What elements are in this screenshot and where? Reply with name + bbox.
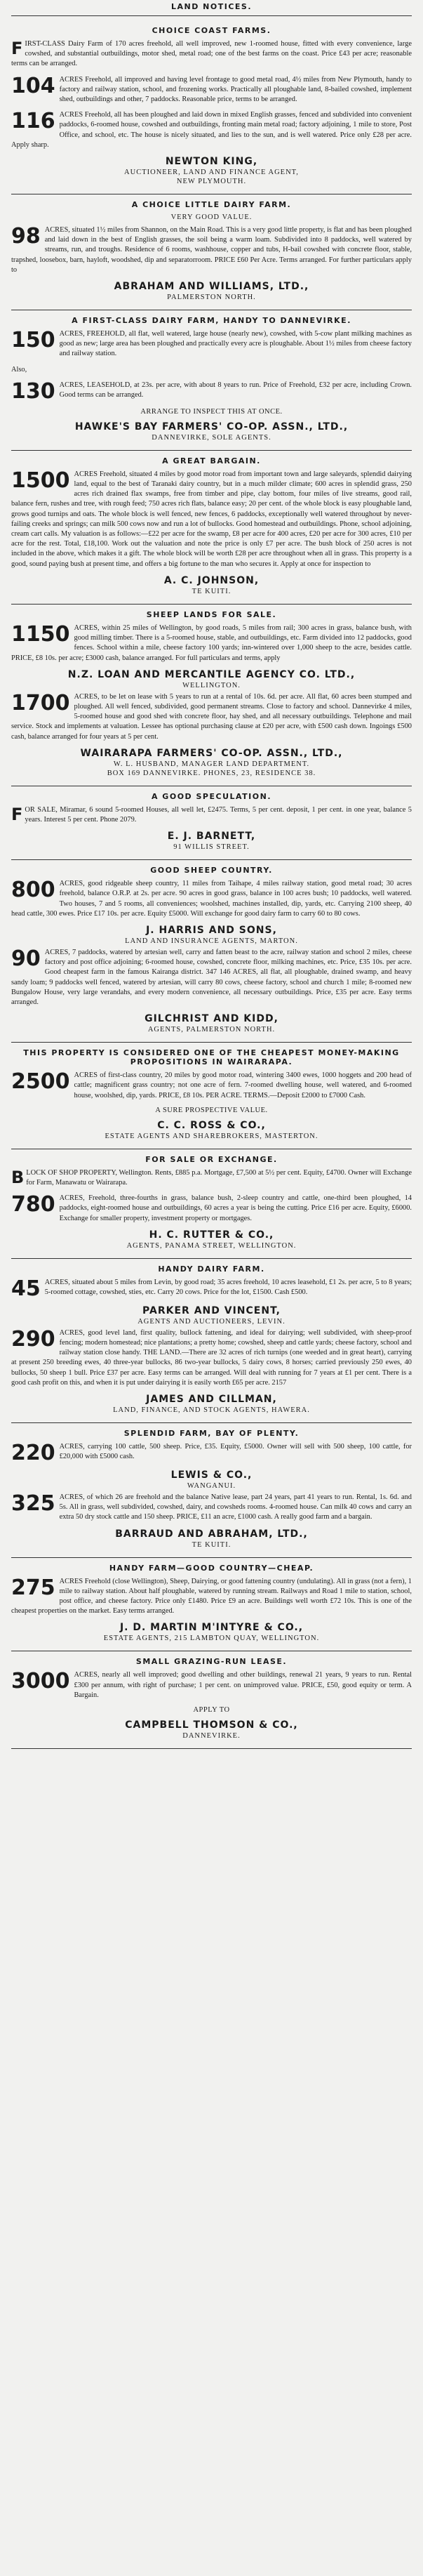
acreage-figure: 98 bbox=[11, 224, 41, 249]
advert-entry bbox=[11, 1670, 412, 1700]
entry-body: ACRES, good level land, first quality, bullock fattening, and ideal for dairying; well subdivided, with sheep-proof fencing; modern homestead; nice plantations; a pretty home; cowshed, sheep and cattle yards; cheese factory, school and railway station close handy. THE LAND.—There are 32 acres of rich turnips (one weeded and in great heart), carrying at present 250 breeding ewes, 40 three-year bullocks, 86 two-year bullocks, 5 dairy cows, 8 horses; carried previously 250 ewes, 40 bullocks, 50 sheep 1 bull. Price £37 per acre. Easy terms can be arranged. Will deal with running for 7 years at £1 per cent. There is a good cash profit on this, and when it is put under dairying it is easily worth £65 per acre. 2157 bbox=[11, 1328, 412, 1387]
agent-details: TE KUITI. bbox=[192, 1540, 231, 1549]
entry-text bbox=[11, 805, 412, 825]
agent-name: C. C. ROSS & CO., bbox=[157, 1119, 266, 1131]
acreage-figure: 275 bbox=[11, 1575, 55, 1600]
advert-entry bbox=[11, 1278, 412, 1300]
advert-subheading: VERY GOOD VALUE. bbox=[170, 213, 253, 222]
agent-details: W. L. HUSBAND, MANAGER LAND DEPARTMENT. bbox=[113, 760, 310, 768]
entry-body: ACRES, FREEHOLD, all flat, well watered, large house (nearly new), cowshed, with 5-cow plant milking machines as good as new; large area has been ploughed and practically every acre is ploughable. About 1½ miles from cheese factory and railway station. bbox=[59, 330, 412, 358]
advert-entry bbox=[11, 692, 412, 742]
agent-name: HAWKE'S BAY FARMERS' CO-OP. ASSN., LTD., bbox=[74, 421, 349, 432]
entry-body: OR SALE, Miramar, 6 sound 5-roomed Houses, all well let, £2475. Terms, 5 per cent. deposit, 1 per cent. in one year, balance 5 years. Interest 5 per cent. Phone 2079. bbox=[25, 805, 412, 824]
advert-entry bbox=[11, 365, 412, 375]
agent-name: PARKER AND VINCENT, bbox=[142, 1304, 281, 1316]
advert-entry bbox=[11, 1168, 412, 1188]
agent-name: WAIRARAPA FARMERS' CO-OP. ASSN., LTD., bbox=[80, 747, 343, 759]
advert-heading: CHOICE COAST FARMS. bbox=[152, 26, 271, 35]
acreage-figure: 290 bbox=[11, 1326, 55, 1352]
entry-body: IRST-CLASS Dairy Farm of 170 acres freehold, all well improved, new 1-roomed house, fitted with every convenience, large cowshed, and substantial outbuildings, motor shed, metal road; one of the best farms on the coast. Price £43 per acre; reasonable terms can be arranged. bbox=[11, 40, 412, 68]
entry-text bbox=[11, 39, 412, 70]
advert bbox=[11, 451, 412, 605]
entry-body: ACRES, of which 26 are freehold and the balance Native lease, part 24 years, part 41 years to run. Rental, 1s. 6d. and 5s. All in grass, well subdivided, cowshed, dairy, and cowsheds rooms. 4-roomed house. Can milk 40 cows and carry an extra 50 dry stock cattle and 150 sheep. PRICE, £11 an acre, £1000 cash. A really good farm and a bargain. bbox=[59, 1493, 412, 1521]
advert-entry bbox=[11, 1071, 412, 1101]
entry-text bbox=[11, 365, 412, 375]
acreage-figure: 1700 bbox=[11, 690, 70, 715]
advert-entry bbox=[11, 1442, 412, 1464]
advert-heading: A GOOD SPECULATION. bbox=[151, 791, 272, 801]
agent-details: BOX 169 DANNEVIRKE. PHONES, 23, RESIDENCE 38. bbox=[107, 769, 316, 777]
agent-details: AUCTIONEER, LAND AND FINANCE AGENT, bbox=[124, 169, 299, 177]
agent-details: 91 WILLIS STREET. bbox=[173, 843, 250, 852]
advert-entry bbox=[11, 805, 412, 825]
advert-heading: A CHOICE LITTLE DAIRY FARM. bbox=[131, 200, 292, 210]
advert bbox=[11, 310, 412, 451]
entry-text bbox=[11, 1071, 412, 1101]
advert-entry bbox=[11, 110, 412, 150]
advert-heading: THIS PROPERTY IS CONSIDERED ONE OF THE CHEAPEST MONEY-MAKING PROPOSITIONS IN WAIRARAPA. bbox=[23, 1048, 400, 1067]
acreage-figure: 325 bbox=[11, 1491, 55, 1516]
agent-name: H. C. RUTTER & CO., bbox=[149, 1229, 274, 1241]
entry-text bbox=[11, 1328, 412, 1388]
agent-details: AGENTS AND AUCTIONEERS, LEVIN. bbox=[137, 1317, 286, 1326]
advert bbox=[11, 786, 412, 860]
entry-text bbox=[11, 1276, 412, 1301]
entry-body: ACRES, situated about 5 miles from Levin, by good road; 35 acres freehold, 10 acres leasehold, £1 2s. per acre, 5 to 8 years; 5-roomed cottage, cowshed, sties, etc. Carry 20 cows. Price for the lot, £1500. Cash £500. bbox=[44, 1278, 412, 1296]
entry-body: ACRES, good ridgeable sheep country, 11 miles from Taihape, 4 miles railway station, good metal road; 30 acres freehold, balance O.R.P. at 2s. per acre. 90 acres in good grass, balance in 100 acres bush; 10 paddocks, well watered. Two houses, 7 and 5 rooms, all conveniences; woolshed, machines installed, dip, yards, etc. Carrying 2100 sheep, 40 head cattle, 300 ewes. Price £17 10s. per acre. Equity £5000. Will exchange for good dairy farm to carry 60 to 80 cows. bbox=[11, 880, 412, 918]
advert-entry bbox=[11, 470, 412, 569]
acreage-figure: 104 bbox=[11, 73, 55, 98]
entry-text bbox=[11, 225, 412, 275]
advert-note: ARRANGE TO INSPECT THIS AT ONCE. bbox=[140, 407, 283, 416]
acreage-figure: 116 bbox=[11, 109, 55, 134]
entry-text bbox=[11, 1670, 412, 1700]
entry-text bbox=[11, 1194, 412, 1224]
advert-entry bbox=[11, 75, 412, 105]
agent-name: E. J. BARNETT, bbox=[167, 831, 256, 843]
acreage-figure: 2500 bbox=[11, 1069, 70, 1095]
entry-text bbox=[11, 1168, 412, 1188]
agent-details: PALMERSTON NORTH. bbox=[167, 293, 256, 302]
agent-name: J. HARRIS AND SONS, bbox=[146, 924, 277, 936]
advert bbox=[11, 194, 412, 310]
agent-details: LAND AND INSURANCE AGENTS, MARTON. bbox=[125, 937, 298, 945]
advert bbox=[11, 1423, 412, 1558]
advert bbox=[11, 605, 412, 786]
entry-text bbox=[11, 75, 412, 105]
advert bbox=[11, 1259, 412, 1423]
acreage-figure: 3000 bbox=[11, 1669, 70, 1694]
agent-details: DANNEVIRKE, SOLE AGENTS. bbox=[152, 433, 271, 442]
agent-name: GILCHRIST AND KIDD, bbox=[145, 1013, 278, 1025]
agent-name: CAMPBELL THOMSON & CO., bbox=[125, 1719, 298, 1731]
entry-text bbox=[11, 329, 412, 359]
entry-text bbox=[11, 1577, 412, 1617]
entry-body: ACRES Freehold, all has been ploughed and laid down in mixed English grasses, fenced and subdivided into convenient paddocks, 6-roomed house, cowshed and outbuildings, fronting main metal road; factory adjoining, 1 mile to store, Post Office, and school, etc. The house is nicely situated, and lies to the sun, and is well watered. Price only £28 per acre. Apply sharp. bbox=[11, 111, 412, 149]
entry-body: ACRES, LEASEHOLD, at 23s. per acre, with about 8 years to run. Price of Freehold, £32 per acre, including Crown. Good terms can be arranged. bbox=[59, 381, 412, 399]
agent-details: NEW PLYMOUTH. bbox=[176, 178, 247, 186]
advert-heading: FOR SALE OR EXCHANGE. bbox=[145, 1154, 278, 1164]
drop-cap: B bbox=[11, 1167, 25, 1187]
entry-body: ACRES, situated 1½ miles from Shannon, on the Main Road. This is a very good little property, is flat and has been ploughed and laid down in the best of English grasses, the soil being a warm loam. Subdivided into 8 paddocks, well watered by streams, run, and troughs. Residence of 6 rooms, washhouse, copper and tubs, H-bail cowshed with concrete floor, stable, trapshed, loosebox, barn, hayloft, woodshed, dip and separatorroom. PRICE £60 Per Acre. Terms arranged. For further particulars apply to bbox=[11, 226, 412, 274]
land-notices-column bbox=[11, 0, 412, 1749]
acreage-figure: 1500 bbox=[11, 468, 70, 493]
advert-heading: SHEEP LANDS FOR SALE. bbox=[146, 609, 277, 619]
agent-name: N.Z. LOAN AND MERCANTILE AGENCY CO. LTD., bbox=[67, 668, 356, 680]
advert-heading: HANDY FARM—GOOD COUNTRY—CHEAP. bbox=[109, 1563, 314, 1573]
advert-heading: A GREAT BARGAIN. bbox=[162, 456, 261, 465]
advert-entry bbox=[11, 879, 412, 919]
advert-entry bbox=[11, 329, 412, 359]
agent-name: A. C. JOHNSON, bbox=[163, 574, 260, 586]
advert-heading: SMALL GRAZING-RUN LEASE. bbox=[135, 1657, 288, 1667]
entry-text bbox=[11, 470, 412, 569]
entry-body: ACRES of first-class country, 20 miles by good motor road, wintering 3400 ewes, 1000 hoggets and 200 head of cattle; magnificent grass country; not one acre of fern. 7-roomed dwelling house, well watered, and 6-roomed house, woolshed, dip, yards. PRICE, £8 10s. PER ACRE. TERMS.—Deposit £2000 to £7000 Cash. bbox=[74, 1071, 412, 1099]
top-rule bbox=[11, 15, 412, 16]
acreage-figure: 1150 bbox=[11, 621, 70, 647]
entry-body: ACRES, 7 paddocks, watered by artesian well, carry and fatten beast to the acre, railway station and school 2 miles, cheese factory and post office adjoining; 6-roomed house, cowshed, concrete floor, milking machines, etc. Price, £35 10s. per acre. Good cheapest farm in the famous Kairanga district. 347 146 ACRES, all flat, all ploughable, drained swamp, and heavy sandy loam; 9 paddocks well fenced, watered by artesian, will carry 80 cows, cheese factory, school and church 1 mile; 8-roomed new Bungalow House, very large verandahs, and every modern convenience, all necessary outbuildings. Price, £35 per acre. Easy terms arranged. bbox=[11, 948, 412, 1006]
entry-text bbox=[11, 623, 412, 663]
advert-heading: HANDY DAIRY FARM. bbox=[158, 1264, 265, 1274]
advert-heading: SPLENDID FARM, BAY OF PLENTY. bbox=[123, 1429, 300, 1438]
entry-body: ACRES Freehold (close Wellington), Sheep, Dairying, or good fattening country (undulating). All in grass (not a fern), 1 mile to railway station. About half ploughable, watered by running stream. Railways and Road 1 mile to station, school, post office, and cheese factory. Price only £1480. Price £9 an acre. Buildings well worth £72 10s. This is one of the cheapest properties on the market. Easy terms arranged. bbox=[11, 1577, 412, 1616]
advert bbox=[11, 1149, 412, 1259]
advert bbox=[11, 1651, 412, 1749]
entry-body: ACRES Freehold, all improved and having level frontage to good metal road, 4½ miles from New Plymouth, handy to factory and railway station, school, and frozening works. Practically all ploughable land, 8-bailed cowshed, implement shed, outbuildings and other, 7 paddocks. Reasonable price, terms to be arranged. bbox=[59, 75, 412, 104]
advert-note: A SURE PROSPECTIVE VALUE. bbox=[155, 1106, 268, 1114]
acreage-figure: 130 bbox=[11, 378, 55, 404]
entry-body: ACRES, to be let on lease with 5 years to run at a rental of 10s. 6d. per acre. All flat, 60 acres been stumped and ploughed. All well fenced, subdivided, good permanent streams. Close to factory and school. Dannevirke 4 miles, 5-roomed house and good shed with concrete floor, hay shed, and all necessary outbuildings. Telephone and mail service. Stock and implements at valuation. Lessee has optional purchasing clause at £20 per acre, with £500 cash down. Ingoings £500 cash, balance arranged for four years at 5 per cent. bbox=[11, 692, 412, 741]
advert bbox=[11, 860, 412, 1043]
entry-body: ACRES, nearly all well improved; good dwelling and other buildings, renewal 21 years, 9 years to run. Rental £300 per annum, with right of purchase; 1 per cent. on unimproved value. PRICE, £50, good equity or term. A Bargain. bbox=[74, 1671, 412, 1699]
acreage-figure: 800 bbox=[11, 878, 55, 903]
advert bbox=[11, 1558, 412, 1652]
agent-name: BARRAUD AND ABRAHAM, LTD., bbox=[115, 1528, 308, 1540]
agent-details: AGENTS, PALMERSTON NORTH. bbox=[147, 1026, 276, 1034]
section-title: LAND NOTICES. bbox=[170, 2, 253, 11]
advert-entry bbox=[11, 1577, 412, 1617]
advert-entry bbox=[11, 225, 412, 275]
entry-text bbox=[11, 378, 412, 404]
agent-details: ESTATE AGENTS AND SHAREBROKERS, MASTERTON. bbox=[105, 1132, 318, 1140]
agent-name: JAMES AND CILLMAN, bbox=[146, 1394, 277, 1405]
agent-name: ABRAHAM AND WILLIAMS, LTD., bbox=[114, 281, 309, 293]
advert-entry bbox=[11, 378, 412, 404]
entry-body: LOCK OF SHOP PROPERTY, Wellington. Rents, £885 p.a. Mortgage, £7,500 at 5½ per cent. Equity, £4700. Owner will Exchange for Farm, Manawatu or Wairarapa. bbox=[26, 1168, 412, 1187]
entry-body: ACRES, Freehold, three-fourths in grass, balance bush, 2-sleep country and cattle, one-third been ploughed, 14 paddocks, eight-roomed house and outbuildings, 60 acres a year is being the cutting. Price £16 per acre. Equity, £6000. Exchange for smaller property, investment property or mortgages. bbox=[59, 1194, 412, 1222]
advert-entry bbox=[11, 1194, 412, 1224]
entry-body: Also, bbox=[11, 365, 27, 374]
entry-text bbox=[11, 1441, 412, 1465]
entry-body: ACRES, within 25 miles of Wellington, by good roads, 5 miles from rail; 300 acres in grass, balance bush, with good milling timber. There is a 5-roomed house, stable, and outbuildings, etc. Farm divided into 12 paddocks, good fences. School within a mile, cheese factory 100 yards; inn-wintered over 1,000 sheep to the acre, besides cattle. PRICE, £8 10s. per acre; £3000 cash, balance arranged. For full particulars and terms, apply bbox=[11, 623, 412, 662]
advert-entry bbox=[11, 1493, 412, 1523]
drop-cap: F bbox=[11, 39, 23, 58]
entry-text bbox=[11, 948, 412, 1008]
agent-name: NEWTON KING, bbox=[165, 156, 258, 168]
advert-note: APPLY TO bbox=[193, 1706, 230, 1715]
agent-details: AGENTS, PANAMA STREET, WELLINGTON. bbox=[126, 1241, 297, 1250]
advert-entry bbox=[11, 1328, 412, 1388]
agent-name: J. D. MARTIN M'INTYRE & CO., bbox=[119, 1622, 304, 1634]
agent-details: DANNEVIRKE. bbox=[182, 1732, 241, 1741]
entry-text bbox=[11, 110, 412, 150]
acreage-figure: 150 bbox=[11, 328, 55, 353]
agent-details: WELLINGTON. bbox=[182, 681, 241, 689]
agent-name: LEWIS & CO., bbox=[170, 1469, 253, 1481]
entry-text bbox=[11, 692, 412, 742]
advert-entry bbox=[11, 948, 412, 1008]
advert-heading: GOOD SHEEP COUNTRY. bbox=[150, 866, 273, 876]
drop-cap: F bbox=[11, 804, 23, 824]
acreage-figure: 45 bbox=[11, 1276, 41, 1301]
advert-entry bbox=[11, 39, 412, 70]
acreage-figure: 90 bbox=[11, 946, 41, 971]
advert-heading: A FIRST-CLASS DAIRY FARM, HANDY TO DANNEVIRKE. bbox=[72, 316, 351, 326]
agent-details: WANGANUI. bbox=[187, 1482, 236, 1490]
advert bbox=[11, 20, 412, 194]
agent-details: LAND, FINANCE, AND STOCK AGENTS, HAWERA. bbox=[113, 1406, 310, 1414]
advert-list bbox=[11, 20, 412, 1749]
entry-body: ACRES Freehold, situated 4 miles by good motor road from important town and large saleyards, splendid dairying land, equal to the best of Taranaki dairy country, but in a much milder climate; 600 acres in splendid grass, 250 acres rich drained flax swamps, free from timber and pipe, clay bottom, four miles of live streams, good rail, balance fern, rushes and tree, with rough feed; 750 acres rich flats, balance easy; 20 per cent. of the whole block is easy ploughable land, grows good turnips and oats. The whole block is well fenced, new fences, 6 paddocks, exceptionally well watered throughout by never-failing creeks and springs; can milk 500 cows now and run a lot of bullocks. Good homestead and outbuildings. Phone, school adjoining, cream cart calls. My valuation is as follows:—£22 per acre for the swamp, £8 per acre for 400 acres, £20 per acre for 300 acres, £10 per acre for the rest. Total, £18,100. Work out the valuation and note the price is only £7 per acre. The bush block of 250 acres is not included in the above, which makes it a gift. The whole block will be worth £28 per acre throughout when all in grass. This property is a good, sound paying bush at present time, and offers a big fortune to the man who secures it. Apply at once for inspection to bbox=[11, 470, 412, 568]
entry-text bbox=[11, 879, 412, 919]
agent-details: ESTATE AGENTS, 215 LAMBTON QUAY, WELLINGTON. bbox=[103, 1634, 320, 1643]
entry-body: ACRES, carrying 100 cattle, 500 sheep. Price, £35. Equity, £5000. Owner will sell with 500 sheep, 100 cattle, for £20,000 with £5000 cash. bbox=[59, 1443, 412, 1461]
advert-entry bbox=[11, 623, 412, 663]
agent-details: TE KUITI. bbox=[192, 587, 231, 595]
entry-text bbox=[11, 1493, 412, 1523]
advert bbox=[11, 1043, 412, 1149]
acreage-figure: 780 bbox=[11, 1192, 55, 1217]
acreage-figure: 220 bbox=[11, 1441, 55, 1465]
